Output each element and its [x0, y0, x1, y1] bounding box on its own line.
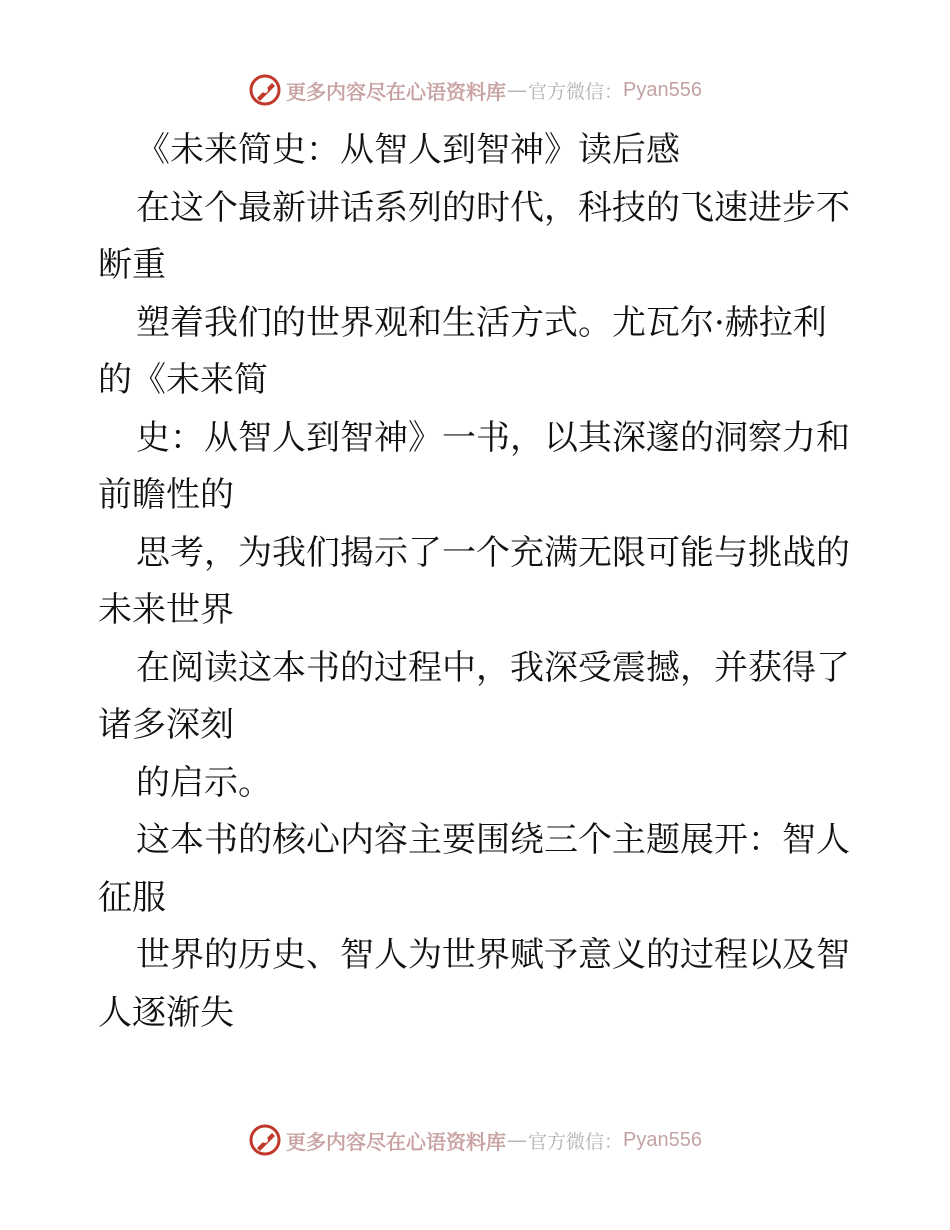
- footer-separator: —: [507, 1128, 527, 1152]
- text-line: 世界的历史、智人为世界赋予意义的过程以及智: [136, 935, 850, 975]
- header-wechat-label: 官方微信：: [528, 80, 624, 103]
- text-line: 史：从智人到智神》一书，以其深邃的洞察力和: [136, 417, 850, 458]
- header-watermark: [0, 70, 950, 110]
- document-title: 《未来简史：从智人到智神》读后感: [136, 130, 680, 170]
- text-line: 的启示。: [136, 762, 272, 803]
- text-line: 诸多深刻: [98, 705, 234, 745]
- text-line: 在阅读这本书的过程中，我深受震撼，并获得了: [136, 647, 850, 688]
- text-line: 征服: [98, 877, 166, 918]
- header-separator: —: [507, 78, 527, 102]
- text-line: 人逐渐失: [98, 992, 234, 1033]
- document-body: [98, 122, 858, 1042]
- pen-circle-logo-icon: [248, 73, 282, 107]
- text-line: 未来世界: [98, 590, 234, 630]
- text-line: 的《未来简: [98, 360, 268, 400]
- text-line: 这本书的核心内容主要围绕三个主题展开：智人: [136, 820, 850, 860]
- pen-circle-logo-icon: [248, 1123, 282, 1157]
- text-line: 前瞻性的: [98, 475, 234, 515]
- text-line: 在这个最新讲话系列的时代，科技的飞速进步不: [136, 187, 850, 228]
- text-line: 思考，为我们揭示了一个充满无限可能与挑战的: [136, 532, 850, 573]
- footer-brand-text: 更多内容尽在心语资料库: [286, 1129, 506, 1154]
- text-line: 塑着我们的世界观和生活方式。尤瓦尔·赫拉利: [136, 302, 827, 343]
- footer-wechat-id: Pyan556: [623, 1128, 702, 1151]
- header-brand-text: 更多内容尽在心语资料库: [286, 79, 506, 104]
- header-wechat-id: Pyan556: [623, 78, 702, 101]
- text-line: 断重: [98, 245, 166, 285]
- footer-watermark: [0, 1120, 950, 1160]
- footer-wechat-label: 官方微信：: [528, 1130, 624, 1153]
